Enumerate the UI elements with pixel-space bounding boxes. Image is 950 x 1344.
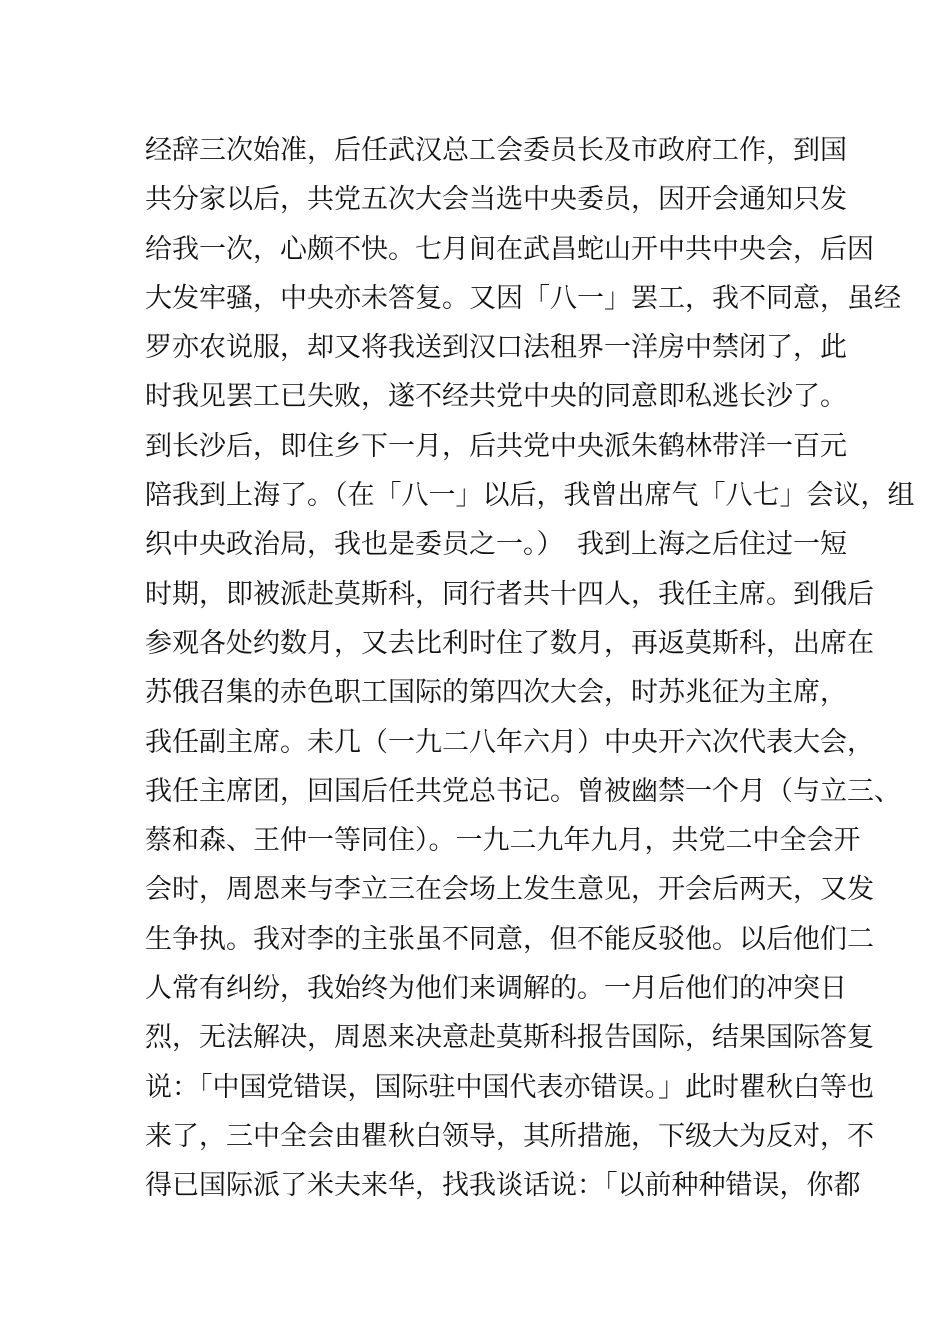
text-line-4: 大发牢骚，中央亦未答复。又因「八一」罢工，我不同意，虽经	[145, 282, 901, 314]
text-line-16: 会时，周恩来与李立三在会场上发生意见，开会后两天，又发	[145, 874, 874, 906]
text-line-7: 到长沙后，即住乡下一月，后共党中央派朱鹤林带洋一百元	[145, 430, 847, 462]
text-line-14: 我任主席团，回国后任共党总书记。曾被幽禁一个月（与立三、	[145, 775, 901, 807]
text-line-8: 陪我到上海了。（在「八一」以后，我曾出席气「八七」会议，组	[145, 480, 915, 512]
text-line-2: 共分家以后，共党五次大会当选中央委员，因开会通知只发	[145, 184, 847, 216]
text-line-10: 时期，即被派赴莫斯科，同行者共十四人，我任主席。到俄后	[145, 578, 874, 610]
text-line-15: 蔡和森、王仲一等同住）。一九二九年九月，共党二中全会开	[145, 825, 861, 857]
text-line-5: 罗亦农说服，却又将我送到汉口法租界一洋房中禁闭了，此	[145, 332, 847, 364]
text-line-21: 来了，三中全会由瞿秋白领导，其所措施，下级大为反对，不	[145, 1120, 874, 1152]
text-line-17: 生争执。我对李的主张虽不同意，但不能反驳他。以后他们二	[145, 923, 874, 955]
text-line-19: 烈，无法解决，周恩来决意赴莫斯科报告国际，结果国际答复	[145, 1022, 874, 1054]
text-line-9: 织中央政治局，我也是委员之一。） 我到上海之后住过一短	[145, 529, 847, 561]
text-line-18: 人常有纠纷，我始终为他们来调解的。一月后他们的冲突日	[145, 973, 847, 1005]
text-line-13: 我任副主席。未几（一九二八年六月）中央开六次代表大会，	[145, 726, 874, 758]
text-line-6: 时我见罢工已失败，遂不经共党中央的同意即私逃长沙了。	[145, 381, 847, 413]
text-line-3: 给我一次，心颇不快。七月间在武昌蛇山开中共中央会，后因	[145, 233, 874, 265]
text-line-22: 得已国际派了米夫来华，找我谈话说：「以前种种错误，你都	[145, 1170, 861, 1202]
body-text	[145, 126, 915, 1211]
text-line-11: 参观各处约数月，又去比利时住了数月，再返莫斯科，出席在	[145, 627, 874, 659]
text-line-1: 经辞三次始准，后任武汉总工会委员长及市政府工作，到国	[145, 135, 847, 166]
text-line-20: 说：「中国党错误，国际驻中国代表亦错误。」此时瞿秋白等也	[145, 1071, 874, 1103]
text-line-12: 苏俄召集的赤色职工国际的第四次大会，时苏兆征为主席，	[145, 677, 847, 709]
